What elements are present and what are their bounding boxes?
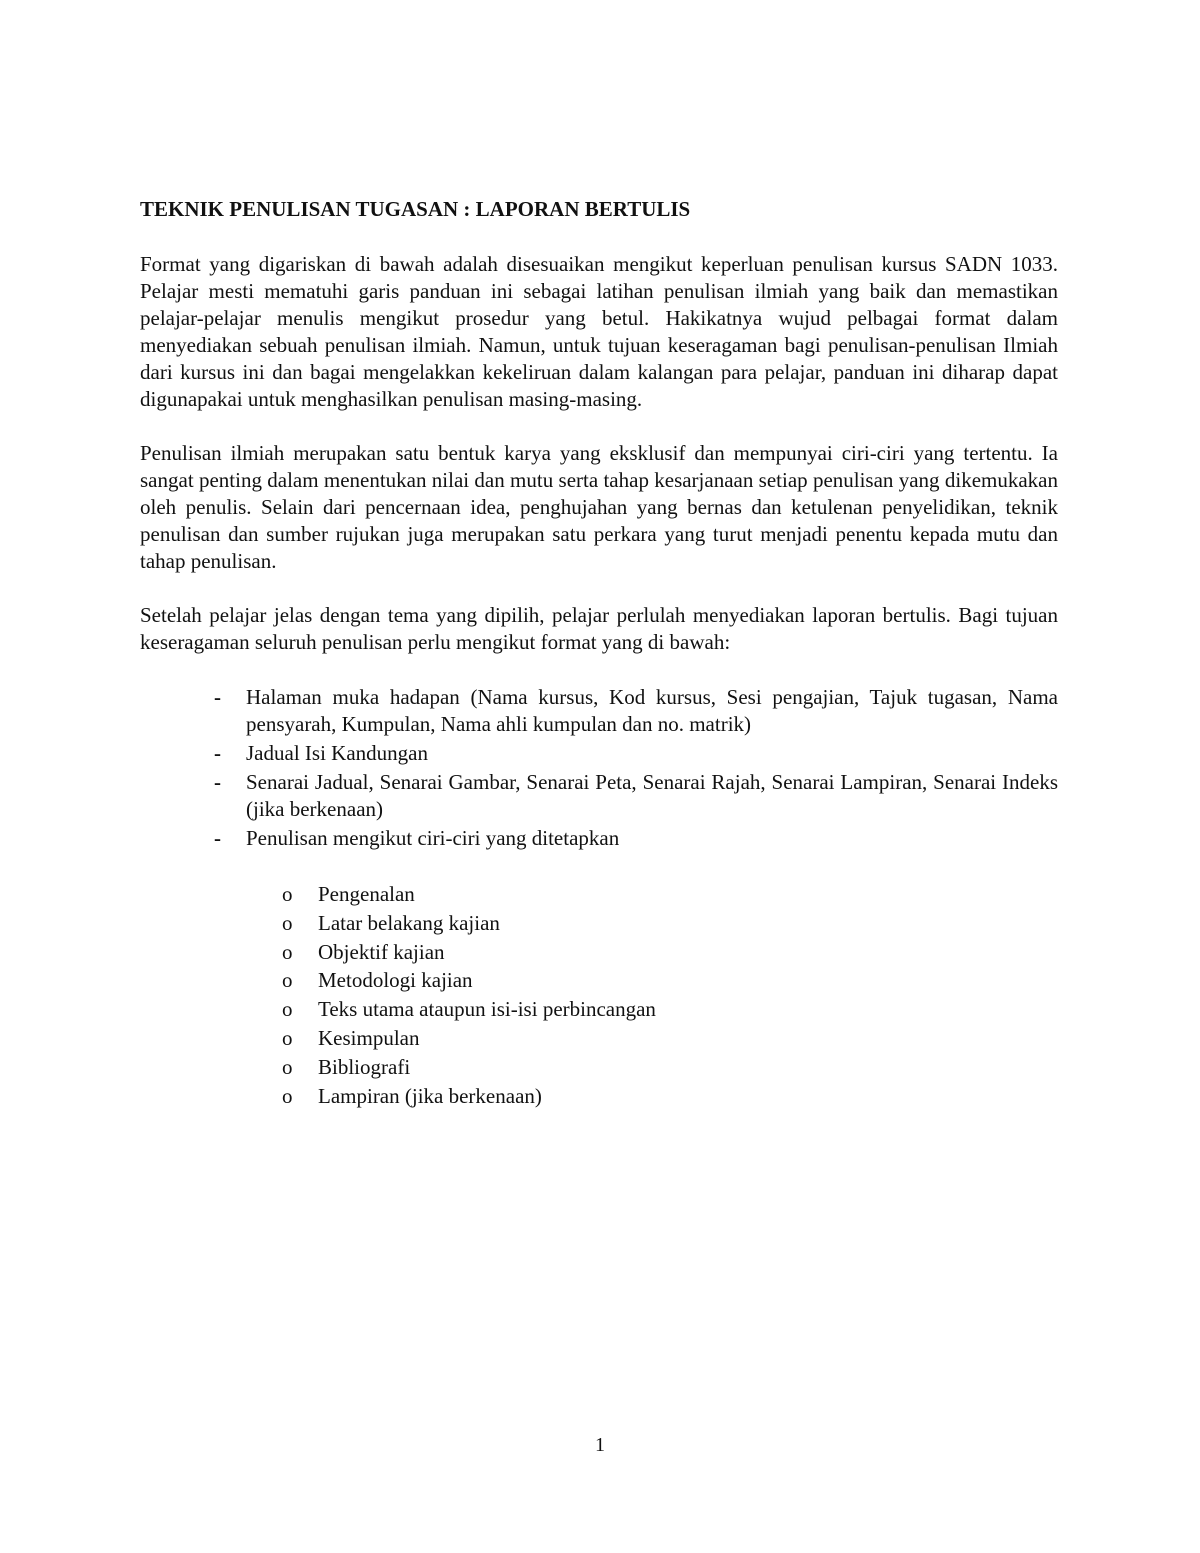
circle-bullet-icon: o	[282, 1054, 293, 1079]
list-item-text: Kesimpulan	[318, 1025, 420, 1050]
list-item-text: Teks utama ataupun isi-isi perbincangan	[318, 997, 656, 1022]
ciri-ciri-list	[140, 881, 1058, 1111]
circle-bullet-icon: o	[282, 968, 293, 993]
document-body	[140, 194, 1058, 1111]
circle-bullet-icon: o	[282, 939, 293, 964]
format-list	[140, 684, 1058, 854]
paragraph-penulisan-ilmiah: Penulisan ilmiah merupakan satu bentuk karya yang eksklusif dan mempunyai ciri-ciri yang tertentu. Ia sangat penting dalam menentukan nilai dan mutu serta tahap kesarjanaan setiap penulisan yang dikemukakan oleh penulis. Selain dari pencernaan idea, penghujahan yang bernas dan ketulenan penyelidikan, teknik penulisan dan sumber rujukan juga merupakan satu perkara yang turut menjadi penentu kepada mutu dan tahap penulisan.	[140, 441, 1058, 573]
list-item-text: Halaman muka hadapan (Nama kursus, Kod kursus, Sesi pengajian, Tajuk tugasan, Nama pensyarah, Kumpulan, Nama ahli kumpulan dan no. matrik)	[246, 685, 1058, 736]
list-item	[282, 967, 1058, 996]
dash-bullet-icon: -	[214, 826, 221, 850]
list-item	[282, 910, 1058, 939]
circle-bullet-icon: o	[282, 997, 293, 1022]
list-item-text: Jadual Isi Kandungan	[246, 741, 428, 765]
paragraph-setelah-pelajar: Setelah pelajar jelas dengan tema yang dipilih, pelajar perlulah menyediakan laporan bertulis. Bagi tujuan keseragaman seluruh penulisan perlu mengikut format yang di bawah:	[140, 603, 1058, 654]
list-item	[282, 1083, 1058, 1112]
list-item	[282, 1054, 1058, 1083]
list-item-text: Metodologi kajian	[318, 968, 473, 993]
list-item-text: Lampiran (jika berkenaan)	[318, 1083, 542, 1108]
paragraph-format: Format yang digariskan di bawah adalah disesuaikan mengikut keperluan penulisan kursus SADN 1033. Pelajar mesti mematuhi garis panduan ini sebagai latihan penulisan ilmiah yang baik dan memastikan pelajar-pelajar menulis mengikut prosedur yang betul. Hakikatnya wujud pelbagai format dalam menyediakan sebuah penulisan ilmiah. Namun, untuk tujuan keseragaman bagi penulisan-penulisan Ilmiah dari kursus ini dan bagai mengelakkan kekeliruan dalam kalangan para pelajar, panduan ini diharap dapat digunapakai untuk menghasilkan penulisan masing-masing.	[140, 252, 1058, 411]
circle-bullet-icon: o	[282, 910, 293, 935]
dash-bullet-icon: -	[214, 770, 221, 794]
list-item	[214, 740, 1058, 769]
list-item-text: Penulisan mengikut ciri-ciri yang ditetapkan	[246, 826, 620, 850]
page-number: 1	[595, 1434, 605, 1456]
list-item	[214, 825, 1058, 854]
list-item	[282, 996, 1058, 1025]
list-item	[282, 939, 1058, 968]
page-title: TEKNIK PENULISAN TUGASAN : LAPORAN BERTULIS	[140, 197, 691, 221]
circle-bullet-icon: o	[282, 1083, 293, 1108]
list-item-text: Bibliografi	[318, 1054, 411, 1079]
circle-bullet-icon: o	[282, 1025, 293, 1050]
dash-bullet-icon: -	[214, 685, 221, 709]
list-item-text: Objektif kajian	[318, 939, 445, 964]
list-item	[282, 1025, 1058, 1054]
list-item-text: Pengenalan	[318, 882, 415, 906]
list-item	[214, 684, 1058, 740]
list-item-text: Senarai Jadual, Senarai Gambar, Senarai Peta, Senarai Rajah, Senarai Lampiran, Senarai Indeks (jika berkenaan)	[246, 770, 1058, 821]
list-item	[214, 769, 1058, 825]
circle-bullet-icon: o	[282, 882, 293, 906]
list-item-text: Latar belakang kajian	[318, 910, 500, 935]
dash-bullet-icon: -	[214, 741, 221, 765]
list-item	[282, 881, 1058, 910]
